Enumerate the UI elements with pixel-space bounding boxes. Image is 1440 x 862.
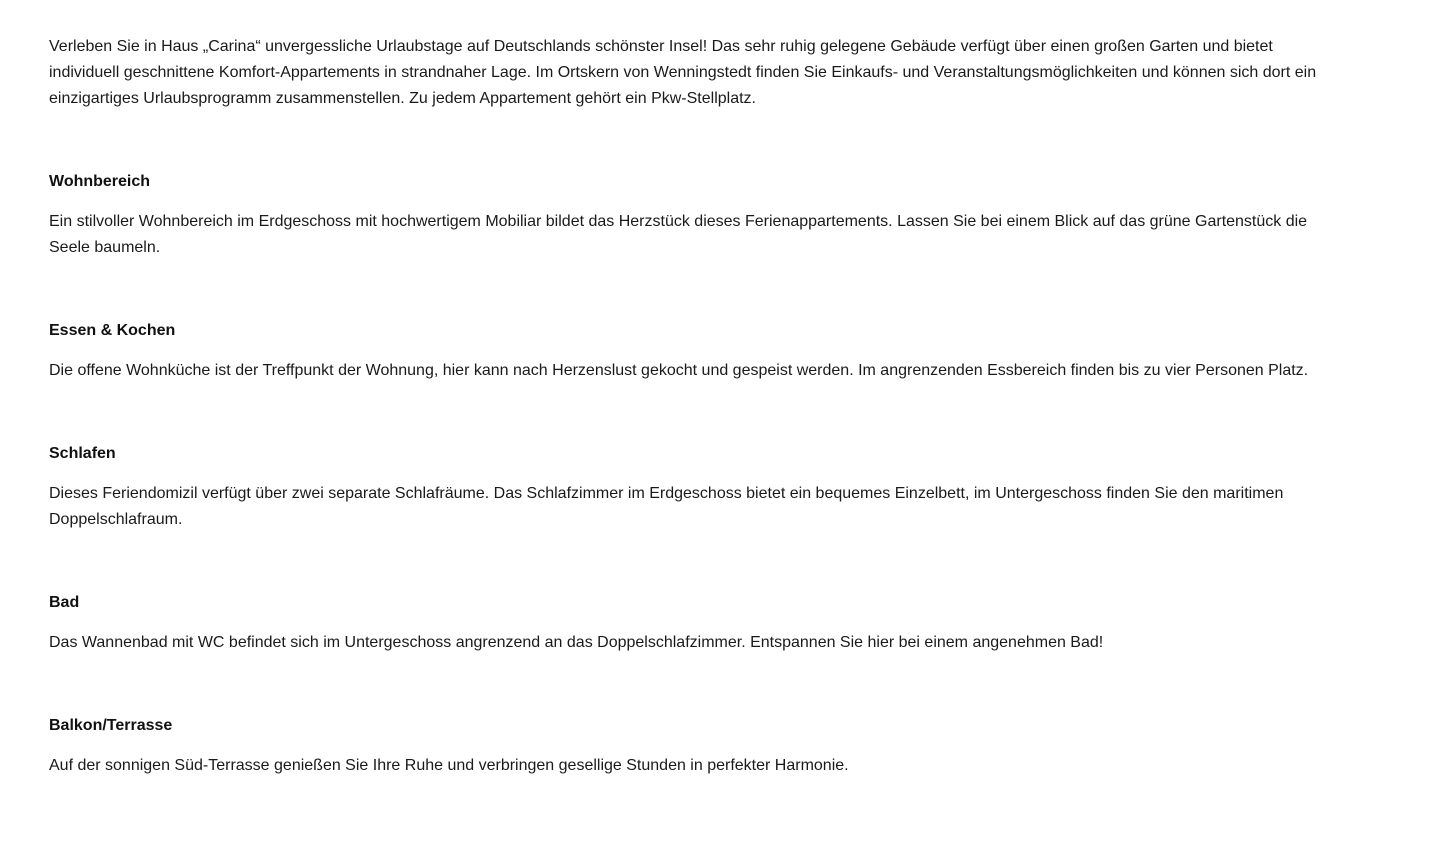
section-paragraph-schlafen: Dieses Feriendomizil verfügt über zwei separate Schlafräume. Das Schlafzimmer im Erdgeschoss bietet ein bequemes Einzelbett, im Untergeschoss finden Sie den maritimen Doppelschlafraum. (49, 485, 1284, 528)
section-schlafen (49, 441, 1330, 533)
section-heading-essen-kochen: Essen & Kochen (49, 322, 176, 339)
section-paragraph-balkon-terrasse: Auf der sonnigen Süd-Terrasse genießen Sie Ihre Ruhe und verbringen gesellige Stunden in perfekter Harmonie. (49, 757, 849, 774)
section-paragraph-bad: Das Wannenbad mit WC befindet sich im Untergeschoss angrenzend an das Doppelschlafzimmer. Entspannen Sie hier bei einem angenehmen Bad! (49, 634, 1104, 651)
section-balkon-terrasse (49, 713, 1330, 779)
section-heading-balkon-terrasse: Balkon/Terrasse (49, 717, 173, 734)
section-heading-wohnbereich: Wohnbereich (49, 173, 151, 190)
section-heading-bad: Bad (49, 594, 80, 611)
section-paragraph-wohnbereich: Ein stilvoller Wohnbereich im Erdgeschoss mit hochwertigem Mobiliar bildet das Herzstück dieses Ferienappartements. Lassen Sie bei einem Blick auf das grüne Gartenstück die Seele baumeln. (49, 213, 1308, 256)
intro-paragraph: Verleben Sie in Haus „Carina“ unvergessliche Urlaubstage auf Deutschlands schönster Insel! Das sehr ruhig gelegene Gebäude verfügt über einen großen Garten und bietet individuell geschnittene Komfort-Appartements in strandnaher Lage. Im Ortskern von Wenningstedt finden Sie Einkaufs- und Veranstaltungsmöglichkeiten und können sich dort ein einzigartiges Urlaubsprogramm zusammenstellen. Zu jedem Appartement gehört ein Pkw-Stellplatz. (49, 38, 1317, 107)
section-heading-schlafen: Schlafen (49, 445, 116, 462)
section-paragraph-essen-kochen: Die offene Wohnküche ist der Treffpunkt der Wohnung, hier kann nach Herzenslust gekocht und gespeist werden. Im angrenzenden Essbereich finden bis zu vier Personen Platz. (49, 362, 1309, 379)
section-essen-kochen (49, 318, 1330, 384)
section-wohnbereich (49, 169, 1330, 261)
section-bad (49, 590, 1330, 656)
